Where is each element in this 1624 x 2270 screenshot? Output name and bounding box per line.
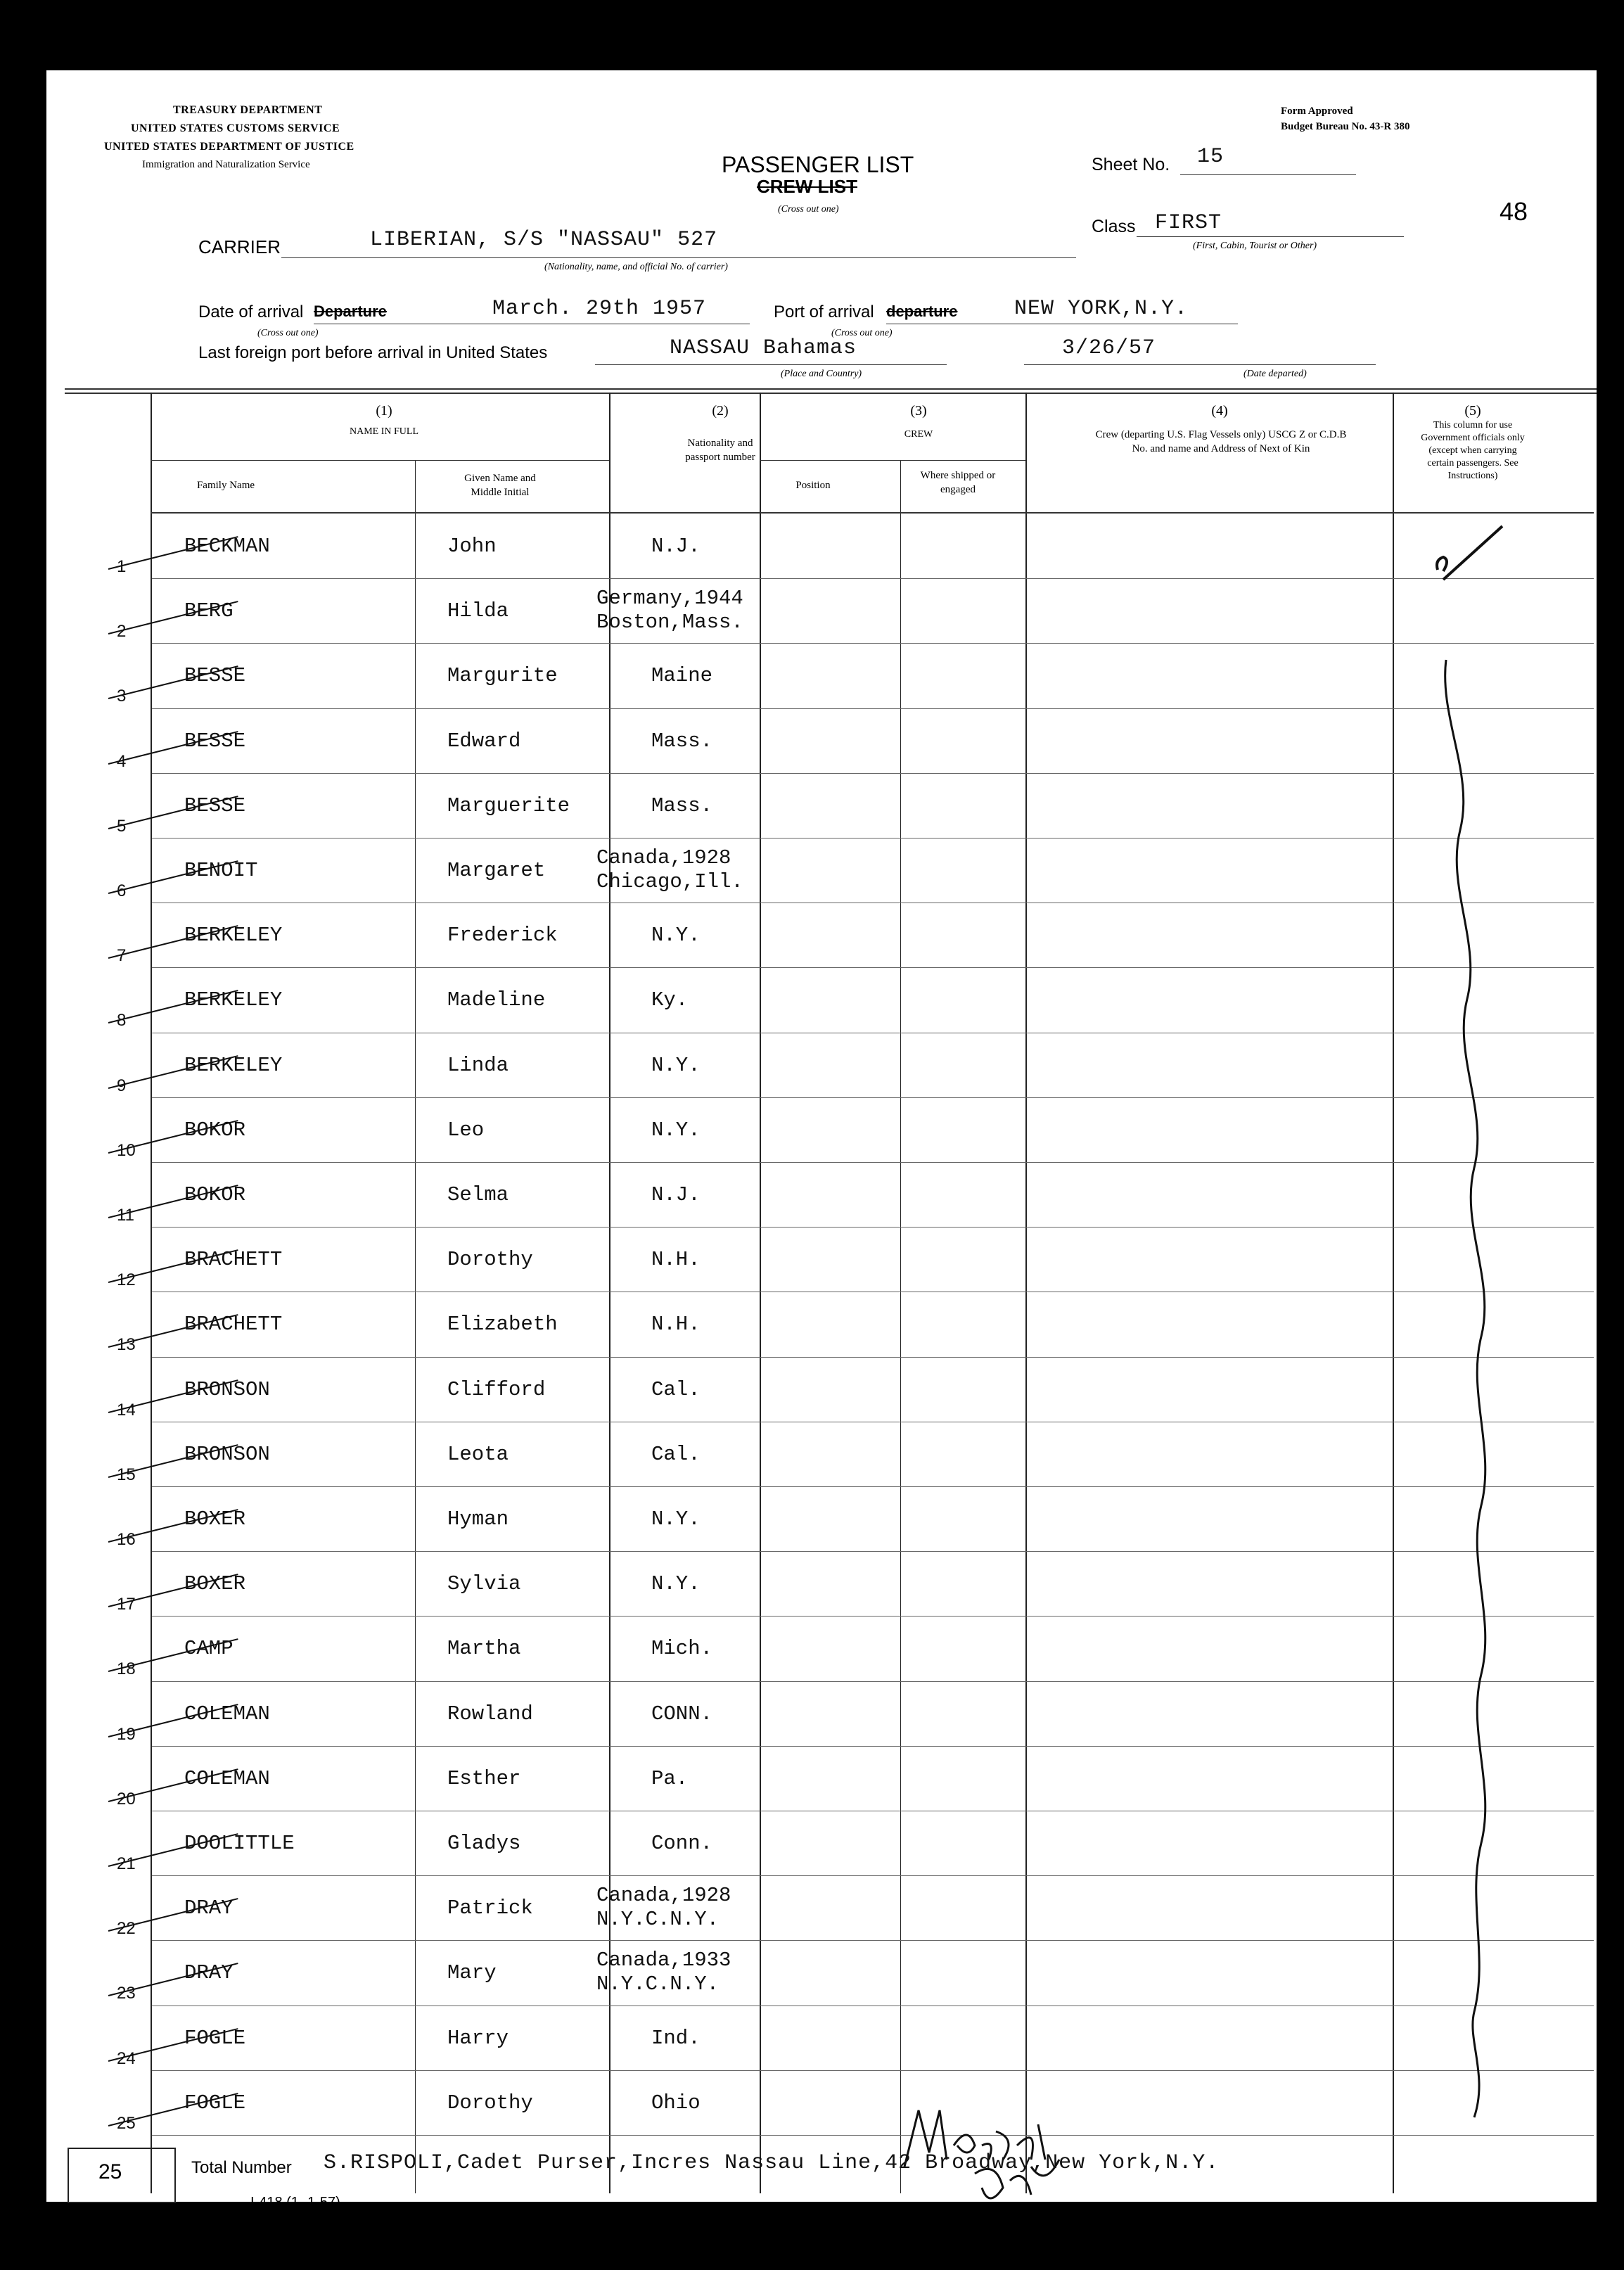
col-crew: CREW <box>904 429 933 440</box>
total-number-box <box>68 2148 176 2203</box>
sheet-number: 15 <box>1197 145 1225 169</box>
family-name: DRAY <box>184 1896 234 1920</box>
family-name: BOXER <box>184 1572 246 1596</box>
col-position: Position <box>795 480 831 491</box>
col-nationality: Nationality and passport number <box>685 438 755 463</box>
family-name: CAMP <box>184 1637 234 1661</box>
family-name: BRONSON <box>184 1442 270 1466</box>
given-name: Dorothy <box>447 1248 533 1272</box>
given-name: Leota <box>447 1442 509 1466</box>
row-divider <box>152 1227 1594 1228</box>
row-divider <box>152 708 1594 709</box>
row-divider <box>152 1616 1594 1617</box>
col2-number: (2) <box>712 403 729 419</box>
col4-number: (4) <box>1211 403 1228 419</box>
row-divider <box>152 1551 1594 1552</box>
nationality: Cal. <box>651 1377 701 1401</box>
form-number: I-418 (1- 1-57) <box>250 2195 340 2210</box>
row-divider <box>152 1357 1594 1358</box>
given-name: Clifford <box>447 1377 546 1401</box>
budget-bureau: Budget Bureau No. 43-R 380 <box>1281 121 1410 132</box>
given-name: Dorothy <box>447 2091 533 2115</box>
col-family-name: Family Name <box>196 480 255 491</box>
cross-out-note: (Cross out one) <box>778 204 839 215</box>
nationality: Mass. <box>651 793 713 817</box>
nationality: Canada,1933 <box>596 1949 731 1972</box>
row-number: 23 <box>117 1984 136 2003</box>
nationality: Ky. <box>651 988 689 1012</box>
given-name: Margaret <box>447 859 546 882</box>
page-title: PASSENGER LIST <box>722 152 914 177</box>
col1-title: NAME IN FULL <box>350 426 418 437</box>
col3-number: (3) <box>910 403 927 419</box>
family-name: DRAY <box>184 1961 234 1985</box>
nationality: Mich. <box>651 1637 713 1661</box>
signature-line: S.RISPOLI,Cadet Purser,Incres Nassau Line,42 Broadway,New York,N.Y. <box>324 2151 1220 2175</box>
row-number: 21 <box>117 1854 136 1873</box>
class-value: FIRST <box>1155 211 1222 235</box>
nationality-line-2: N.Y.C.N.Y. <box>596 1972 720 1996</box>
family-name: BESSE <box>184 664 246 688</box>
family-name: BERG <box>184 599 234 623</box>
row-divider <box>152 1097 1594 1098</box>
row-divider <box>152 967 1594 968</box>
given-name: Madeline <box>447 988 546 1012</box>
last-port-label: Last foreign port before arrival in United States <box>198 343 548 362</box>
given-name: Hyman <box>447 1507 509 1531</box>
given-name: Rowland <box>447 1702 533 1726</box>
handwritten-signature <box>890 2082 1130 2209</box>
col5-number: (5) <box>1464 403 1481 419</box>
port-label: Port of arrival <box>774 302 874 321</box>
nationality: Maine <box>651 664 713 688</box>
row-number: 17 <box>117 1595 136 1614</box>
row-number: 14 <box>117 1400 136 1420</box>
nationality: Ohio <box>651 2091 701 2115</box>
family-name: BESSE <box>184 793 246 817</box>
carrier-note: (Nationality, name, and official No. of carrier) <box>544 262 728 272</box>
given-name: Leo <box>447 1118 485 1142</box>
given-name: Frederick <box>447 924 558 948</box>
nationality: Ind. <box>651 2026 701 2050</box>
given-name: Sylvia <box>447 1572 521 1596</box>
agency-line-4: Immigration and Naturalization Service <box>142 159 310 170</box>
row-number: 8 <box>117 1011 127 1031</box>
document-page <box>46 70 1597 2210</box>
row-divider <box>152 2135 1594 2136</box>
nationality: N.Y. <box>651 1053 701 1077</box>
family-name: BERKELEY <box>184 924 283 948</box>
row-number: 1 <box>117 557 127 576</box>
given-name: Patrick <box>447 1896 533 1920</box>
row-divider <box>152 1940 1594 1941</box>
departed-date: 3/26/57 <box>1062 336 1156 360</box>
family-name: COLEMAN <box>184 1766 270 1790</box>
nationality-line-2: N.Y.C.N.Y. <box>596 1908 720 1932</box>
agency-line-1: TREASURY DEPARTMENT <box>173 104 323 116</box>
nationality: Germany,1944 <box>596 587 743 611</box>
nationality: N.H. <box>651 1313 701 1337</box>
family-name: BRONSON <box>184 1377 270 1401</box>
nationality: CONN. <box>651 1702 713 1726</box>
total-label: Total Number <box>191 2158 292 2177</box>
nationality: Pa. <box>651 1766 689 1790</box>
col1-number: (1) <box>376 403 392 419</box>
arrival-date: March. 29th 1957 <box>492 297 707 321</box>
row-number: 9 <box>117 1076 127 1095</box>
class-label: Class <box>1092 217 1136 236</box>
family-name: BOKOR <box>184 1183 246 1206</box>
family-name: FOGLE <box>184 2026 246 2050</box>
row-divider <box>152 773 1594 774</box>
given-name: John <box>447 535 497 558</box>
given-name: Mary <box>447 1961 497 1985</box>
family-name: BERKELEY <box>184 1053 283 1077</box>
given-name: Linda <box>447 1053 509 1077</box>
family-name: FOGLE <box>184 2091 246 2115</box>
nationality: N.Y. <box>651 1118 701 1142</box>
sheet-label: Sheet No. <box>1092 155 1170 174</box>
family-name: DOOLITTLE <box>184 1832 295 1855</box>
family-name: BERKELEY <box>184 988 283 1012</box>
family-name: BRACHETT <box>184 1248 283 1272</box>
row-number: 13 <box>117 1335 136 1355</box>
port-cross-note: (Cross out one) <box>831 328 893 338</box>
row-number: 3 <box>117 687 127 706</box>
row-divider <box>152 838 1594 839</box>
row-number: 2 <box>117 622 127 642</box>
row-divider <box>152 578 1594 579</box>
crossed-port: departure <box>886 302 958 320</box>
page-mark: 48 <box>1500 197 1528 226</box>
family-name: BECKMAN <box>184 535 270 558</box>
carrier-value: LIBERIAN, S/S "NASSAU" 527 <box>370 228 718 252</box>
crossed-departure: Departure <box>314 302 387 320</box>
col-given-name: Given Name and Middle Initial <box>464 473 536 498</box>
port-value: NEW YORK,N.Y. <box>1014 297 1189 321</box>
agency-line-2: UNITED STATES CUSTOMS SERVICE <box>131 122 340 134</box>
given-name: Selma <box>447 1183 509 1206</box>
row-divider <box>152 2070 1594 2071</box>
crossed-title: CREW LIST <box>757 176 857 197</box>
given-name: Harry <box>447 2026 509 2050</box>
total-value: 25 <box>98 2160 122 2183</box>
given-name: Esther <box>447 1766 521 1790</box>
row-number: 19 <box>117 1724 136 1744</box>
nationality: Canada,1928 <box>596 846 731 869</box>
nationality: N.Y. <box>651 1507 701 1531</box>
agency-line-3: UNITED STATES DEPARTMENT OF JUSTICE <box>104 141 354 153</box>
nationality: N.Y. <box>651 924 701 948</box>
nationality-line-2: Boston,Mass. <box>596 611 743 635</box>
row-number: 15 <box>117 1465 136 1484</box>
family-name: COLEMAN <box>184 1702 270 1726</box>
official-check-mark <box>1397 506 1537 2195</box>
row-divider <box>152 1486 1594 1487</box>
row-number: 22 <box>117 1919 136 1939</box>
nationality: Conn. <box>651 1832 713 1855</box>
nationality: Mass. <box>651 729 713 753</box>
row-number: 7 <box>117 946 127 966</box>
family-name: BOKOR <box>184 1118 246 1142</box>
col-shipped: Where shipped or engaged <box>920 470 996 495</box>
departed-note: (Date departed) <box>1243 369 1307 379</box>
given-name: Margurite <box>447 664 558 688</box>
last-port-value: NASSAU Bahamas <box>670 336 857 360</box>
given-name: Gladys <box>447 1832 521 1855</box>
date-cross-note: (Cross out one) <box>257 328 319 338</box>
row-number: 20 <box>117 1789 136 1809</box>
row-number: 24 <box>117 2048 136 2068</box>
family-name: BOXER <box>184 1507 246 1531</box>
family-name: BENOIT <box>184 859 258 882</box>
row-number: 25 <box>117 2113 136 2133</box>
given-name: Edward <box>447 729 521 753</box>
row-divider <box>152 1162 1594 1163</box>
row-number: 6 <box>117 881 127 900</box>
family-name: BESSE <box>184 729 246 753</box>
nationality: N.Y. <box>651 1572 701 1596</box>
given-name: Martha <box>447 1637 521 1661</box>
given-name: Hilda <box>447 599 509 623</box>
form-approved: Form Approved <box>1281 106 1353 117</box>
nationality: Cal. <box>651 1442 701 1466</box>
place-note: (Place and Country) <box>781 369 862 379</box>
row-divider <box>152 1875 1594 1876</box>
nationality: N.J. <box>651 535 701 558</box>
col5-note: This column for use Government officials only (except when carrying certain passengers. See Instructions) <box>1421 420 1525 481</box>
given-name: Marguerite <box>447 793 570 817</box>
row-number: 11 <box>117 1206 134 1225</box>
nationality: N.H. <box>651 1248 701 1272</box>
nationality-line-2: Chicago,Ill. <box>596 870 743 893</box>
nationality: Canada,1928 <box>596 1884 731 1908</box>
nationality: N.J. <box>651 1183 701 1206</box>
row-number: 5 <box>117 816 127 836</box>
col-crew-note: Crew (departing U.S. Flag Vessels only) USCG Z or C.D.B No. and name and Address of Next of Kin <box>1095 429 1347 454</box>
row-divider <box>152 1746 1594 1747</box>
family-name: BRACHETT <box>184 1313 283 1337</box>
date-label: Date of arrival <box>198 302 304 321</box>
row-divider <box>152 643 1594 644</box>
row-number: 18 <box>117 1659 136 1679</box>
row-number: 16 <box>117 1530 136 1549</box>
given-name: Elizabeth <box>447 1313 558 1337</box>
row-number: 10 <box>117 1140 136 1160</box>
row-number: 4 <box>117 751 127 771</box>
row-divider <box>152 1681 1594 1682</box>
carrier-label: CARRIER <box>198 236 281 257</box>
row-number: 12 <box>117 1270 136 1290</box>
class-note: (First, Cabin, Tourist or Other) <box>1193 241 1317 251</box>
